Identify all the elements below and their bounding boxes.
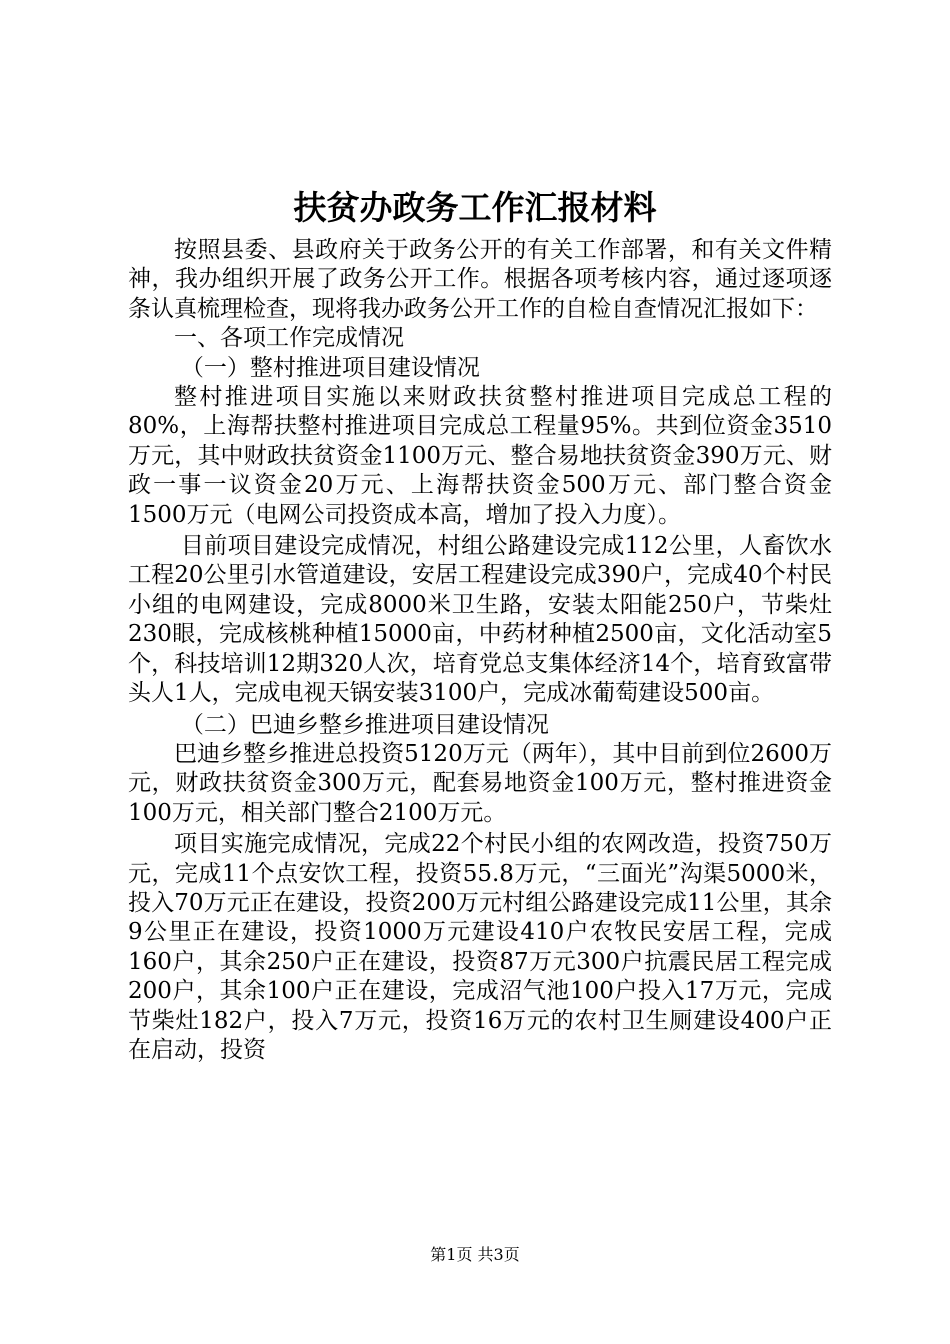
document-title: 扶贫办政务工作汇报材料: [293, 188, 657, 227]
body-paragraph: 项目实施完成情况，完成22个村民小组的农网改造，投资750万元，完成11个点安饮工程，投资55.8万元，“三面光”沟渠5000米，投入70万元正在建设，投资200万元村组公路建设完成11公里，其余9公里正在建设，投资1000万元建设410户农牧民安居工程，完成160户，其余250户正在建设，投资87万元300户抗震民居工程完成200户，其余100户正在建设，完成沼气池100户投入17万元，完成节柴灶182户，投入7万元，投资16万元的农村卫生厕建设400户正在启动，投资: [128, 831, 832, 1063]
page-footer: 第1页 共3页: [430, 1245, 520, 1264]
subsection-heading: （二）巴迪乡整乡推进项目建设情况: [180, 711, 549, 738]
section-heading: 一、各项工作完成情况: [174, 325, 404, 352]
subsection-heading: （一）整村推进项目建设情况: [180, 354, 480, 381]
body-paragraph: 目前项目建设完成情况，村组公路建设完成112公里，人畜饮水工程20公里引水管道建设，安居工程建设完成390户，完成40个村民小组的电网建设，完成8000米卫生路，安装太阳能250户，节柴灶230眼，完成核桃种植15000亩，中药材种植2500亩，文化活动室5个，科技培训12期320人次，培育党总支集体经济14个，培育致富带头人1人，完成电视天锅安装3100户，完成冰葡萄建设500亩。: [128, 533, 832, 707]
body-paragraph: 整村推进项目实施以来财政扶贫整村推进项目完成总工程的80%，上海帮扶整村推进项目完成总工程量95%。共到位资金3510万元，其中财政扶贫资金1100万元、整合易地扶贫资金390万元、财政一事一议资金20万元、上海帮扶资金500万元、部门整合资金1500万元（电网公司投资成本高，增加了投入力度）。: [128, 384, 832, 528]
document-body: [128, 236, 832, 1065]
body-paragraph: 巴迪乡整乡推进总投资5120万元（两年），其中目前到位2600万元，财政扶贫资金300万元，配套易地资金100万元，整村推进资金100万元，相关部门整合2100万元。: [128, 740, 832, 826]
intro-paragraph: 按照县委、县政府关于政务公开的有关工作部署，和有关文件精神，我办组织开展了政务公开工作。根据各项考核内容，通过逐项逐条认真梳理检查，现将我办政务公开工作的自检自查情况汇报如下：: [128, 237, 832, 322]
